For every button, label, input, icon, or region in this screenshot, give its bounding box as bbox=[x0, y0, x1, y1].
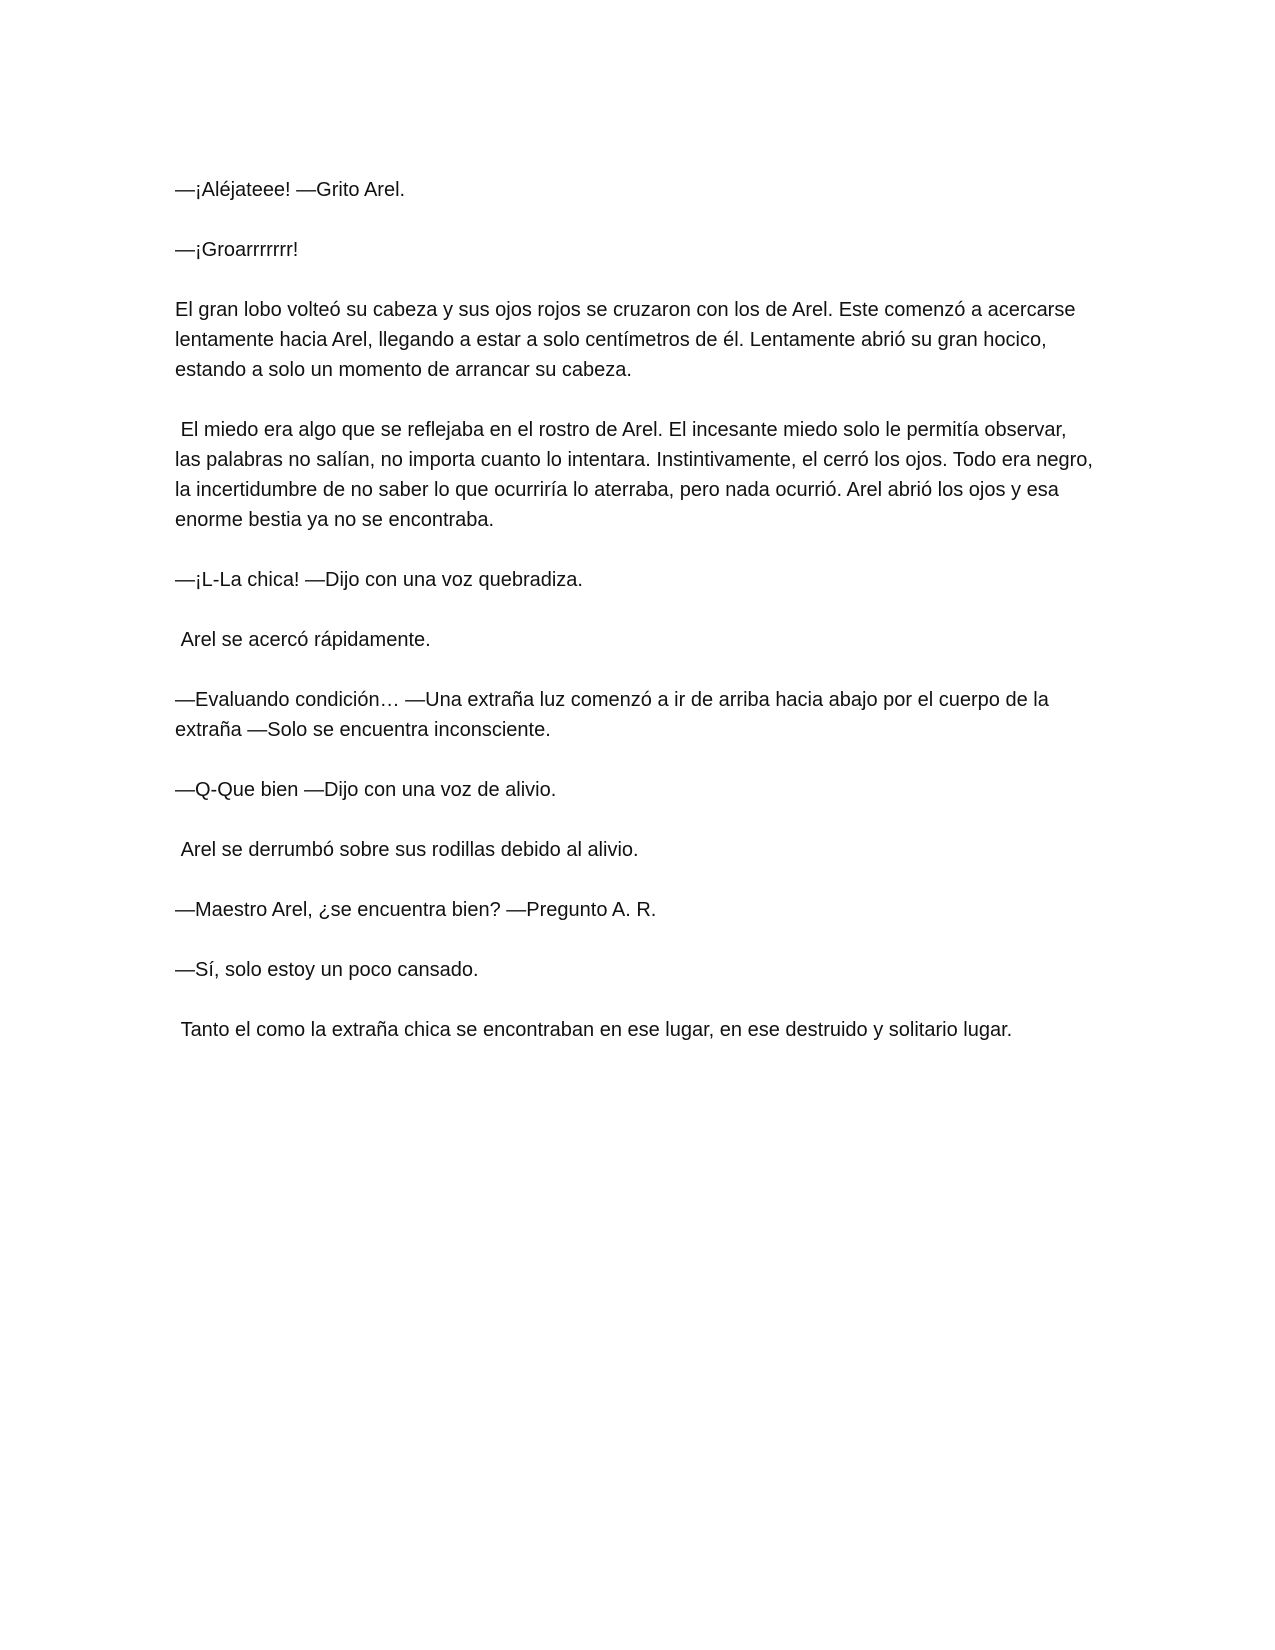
paragraph-8: —Q-Que bien —Dijo con una voz de alivio. bbox=[175, 779, 557, 801]
paragraph-12: Tanto el como la extraña chica se encontraban en ese lugar, en ese destruido y solitario lugar. bbox=[175, 1019, 1013, 1041]
paragraph-4: El miedo era algo que se reflejaba en el rostro de Arel. El incesante miedo solo le permitía observar, las palabras no salían, no importa cuanto lo intentara. Instintivamente, el cerró los ojos. Todo era negro, la incertidumbre de no saber lo que ocurriría lo aterraba, pero nada ocurrió. Arel abrió los ojos y esa enorme bestia ya no se encontraba. bbox=[175, 419, 1099, 531]
paragraph-9: Arel se derrumbó sobre sus rodillas debido al alivio. bbox=[175, 839, 639, 861]
document-body bbox=[175, 175, 1099, 1075]
paragraph-5: —¡L-La chica! —Dijo con una voz quebradiza. bbox=[175, 569, 583, 591]
paragraph-11: —Sí, solo estoy un poco cansado. bbox=[175, 959, 479, 981]
paragraph-1: —¡Aléjateee! —Grito Arel. bbox=[175, 179, 406, 201]
paragraph-7: —Evaluando condición… —Una extraña luz comenzó a ir de arriba hacia abajo por el cuerpo de la extraña —Solo se encuentra inconsciente. bbox=[175, 689, 1055, 741]
paragraph-3: El gran lobo volteó su cabeza y sus ojos rojos se cruzaron con los de Arel. Este comenzó a acercarse lentamente hacia Arel, llegando a estar a solo centímetros de él. Lentamente abrió su gran hocico, estando a solo un momento de arrancar su cabeza. bbox=[175, 299, 1082, 381]
paragraph-2: —¡Groarrrrrrr! bbox=[175, 239, 299, 261]
paragraph-6: Arel se acercó rápidamente. bbox=[175, 629, 431, 651]
paragraph-10: —Maestro Arel, ¿se encuentra bien? —Pregunto A. R. bbox=[175, 899, 657, 921]
